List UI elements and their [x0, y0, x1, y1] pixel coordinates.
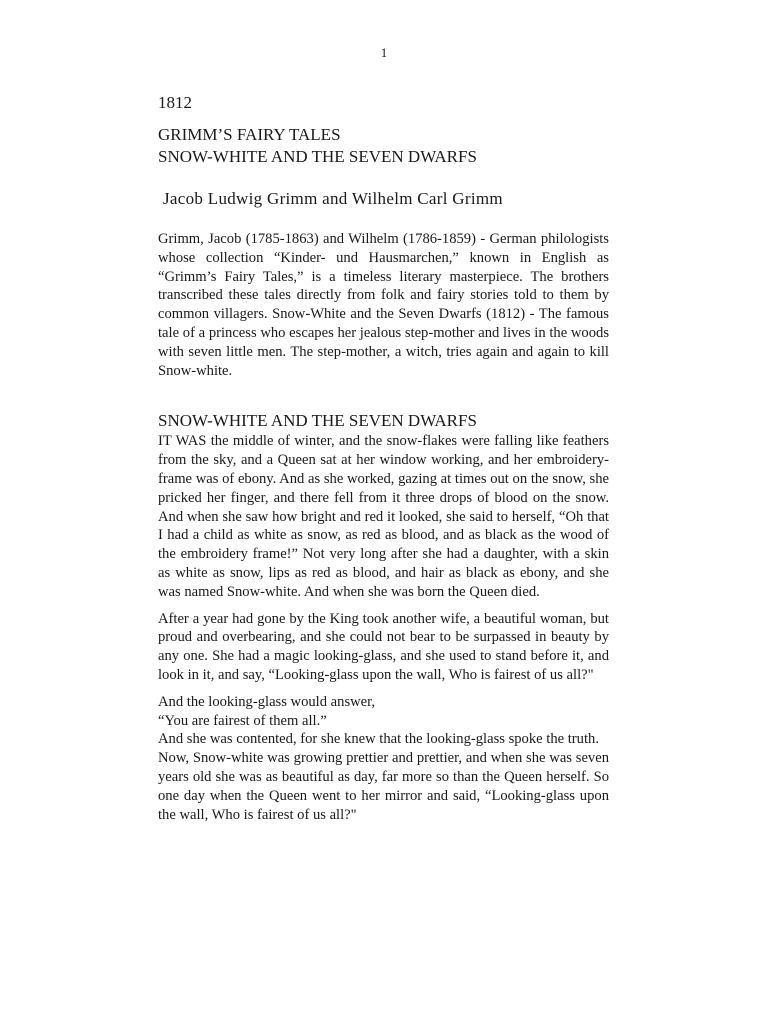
authors: Jacob Ludwig Grimm and Wilhelm Carl Grimm	[163, 189, 503, 208]
collection-title: GRIMM’S FAIRY TALES	[158, 125, 341, 144]
story-paragraph: And she was contented, for she knew that the looking-glass spoke the truth.	[158, 731, 599, 748]
publication-year: 1812	[158, 93, 192, 112]
intro-paragraph: Grimm, Jacob (1785-1863) and Wilhelm (1786-1859) - German philologists whose collection “Kinder- und Hausmarchen,” known in English as “Grimm’s Fairy Tales,” is a timeless literary masterpiece. The brothers transcribed these tales directly from folk and fairy stories told to them by common villagers. Snow-White and the Seven Dwarfs (1812) - The famous tale of a princess who escapes her jealous step-mother and lives in the woods with seven little men. The step-mother, a witch, tries again and again to kill Snow-white.	[158, 231, 609, 379]
title-block	[158, 124, 609, 168]
page-number: 1	[380, 45, 388, 60]
story-paragraph: After a year had gone by the King took another wife, a beautiful woman, but proud and overbearing, and she could not bear to be surpassed in beauty by any one. She had a magic looking-glass, and she used to stand before it, and look in it, and say, “Looking-glass upon the wall, Who is fairest of us all?"	[158, 610, 609, 683]
story-title: SNOW-WHITE AND THE SEVEN DWARFS	[158, 147, 477, 166]
mirror-answer: “You are fairest of them all.”	[158, 712, 327, 729]
section-heading: SNOW-WHITE AND THE SEVEN DWARFS	[158, 411, 477, 431]
document-body	[158, 92, 609, 824]
story-paragraph: IT WAS the middle of winter, and the snow-flakes were falling like feathers from the sky, and a Queen sat at her window working, and her embroidery-frame was of ebony. And as she worked, gazing at times out on the snow, she pricked her finger, and there fell from it three drops of blood on the snow. And when she saw how bright and red it looked, she said to herself, “Oh that I had a child as white as snow, as red as blood, and as black as the wood of the embroidery frame!” Not very long after she had a daughter, with a skin as white as snow, lips as red as blood, and hair as black as ebony, and she was named Snow-white. And when she was born the Queen died.	[158, 433, 609, 600]
story-paragraph: Now, Snow-white was growing prettier and prettier, and when she was seven years old she was as beautiful as day, far more so than the Queen herself. So one day when the Queen went to her mirror and said, “Looking-glass upon the wall, Who is fairest of us all?"	[158, 750, 609, 823]
story-line: And the looking-glass would answer,	[158, 693, 376, 710]
